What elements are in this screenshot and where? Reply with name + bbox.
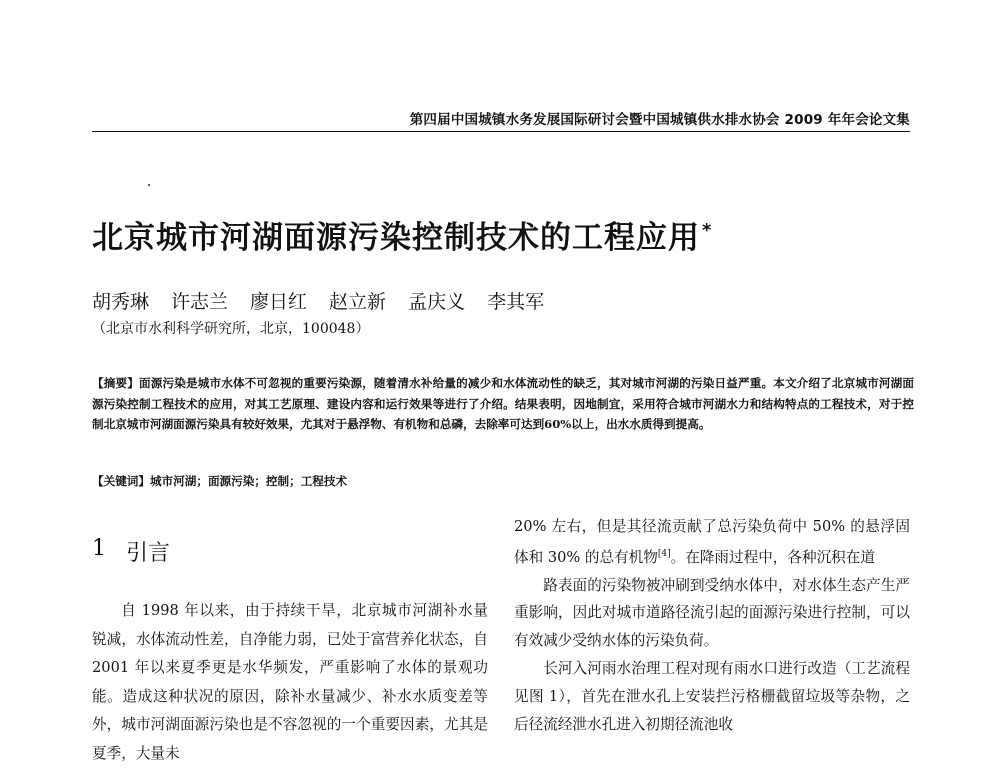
abstract-label: 【摘要】 [92, 376, 139, 390]
paper-title [92, 212, 712, 257]
section-title: 引言 [126, 541, 171, 566]
section-number: 1 [92, 536, 106, 561]
author-name: 孟庆义 [408, 291, 466, 313]
keywords-text: 城市河湖；面源污染；控制；工程技术 [149, 474, 348, 488]
body-left-column [92, 597, 488, 769]
body-paragraph [514, 513, 910, 572]
affiliation: （北京市水利科学研究所，北京，100048） [92, 321, 370, 337]
keywords [92, 471, 914, 491]
keywords-label: 【关键词】 [92, 474, 150, 488]
scan-speck [148, 184, 150, 186]
running-header: 第四届中国城镇水务发展国际研讨会暨中国城镇供水排水协会 2009 年年会论文集 [409, 112, 910, 128]
title-footnote-mark: * [702, 220, 713, 241]
header-rule [92, 131, 910, 132]
abstract-text: 面源污染是城市水体不可忽视的重要污染源，随着清水补给量的减少和水体流动性的缺乏，其对城市河湖的污染日益严重。本文介绍了北京城市河湖面源污染控制工程技术的应用，对其工艺原理、建设内容和运行效果等进行了介绍。结果表明，因地制宜，采用符合城市河湖水力和结构特点的工程技术，对于控制北京城市河湖面源污染具有较好效果，尤其对于悬浮物、有机物和总磷，去除率可达到60%以上，出水水质得到提高。 [92, 376, 914, 431]
paper-title-text: 北京城市河湖面源污染控制技术的工程应用 [92, 220, 700, 256]
author-name: 廖日红 [250, 291, 308, 313]
body-paragraph: 自 1998 年以来，由于持续干旱，北京城市河湖补水量锐减，水体流动性差，自净能力弱，已处于富营养化状态，自 2001 年以来夏季更是水华频发，严重影响了水体的景观功能。造成这种状况的原因，除补水量减少、补水水质变差等外，城市河湖面源污染也是不容忽视的一个重要因素，尤其是夏季，大量未 [92, 602, 488, 762]
body-right-column [514, 513, 910, 738]
section-heading [92, 536, 170, 567]
body-text: 。在降雨过程中，各种沉积在道 [670, 548, 875, 566]
author-name: 许志兰 [171, 291, 229, 313]
body-paragraph: 路表面的污染物被冲刷到受纳水体中，对水体生态产生严重影响，因此对城市道路径流引起的面源污染进行控制，可以有效减少受纳水体的污染负荷。 [514, 576, 910, 650]
author-name: 赵立新 [329, 291, 387, 313]
author-list [92, 287, 544, 314]
citation-marker: [4] [657, 548, 671, 559]
author-name: 胡秀琳 [92, 291, 150, 313]
author-name: 李其军 [487, 291, 545, 313]
body-text: 20% 左右，但是其径流贡献了总污染负荷中 50% 的悬浮固体和 30% 的总有机物 [514, 518, 910, 566]
body-paragraph: 长河入河雨水治理工程对现有雨水口进行改造（工艺流程见图 1），首先在泄水孔上安装拦污格栅截留垃圾等杂物，之后径流经泄水孔进入初期径流池收 [514, 659, 910, 733]
abstract [92, 373, 914, 435]
